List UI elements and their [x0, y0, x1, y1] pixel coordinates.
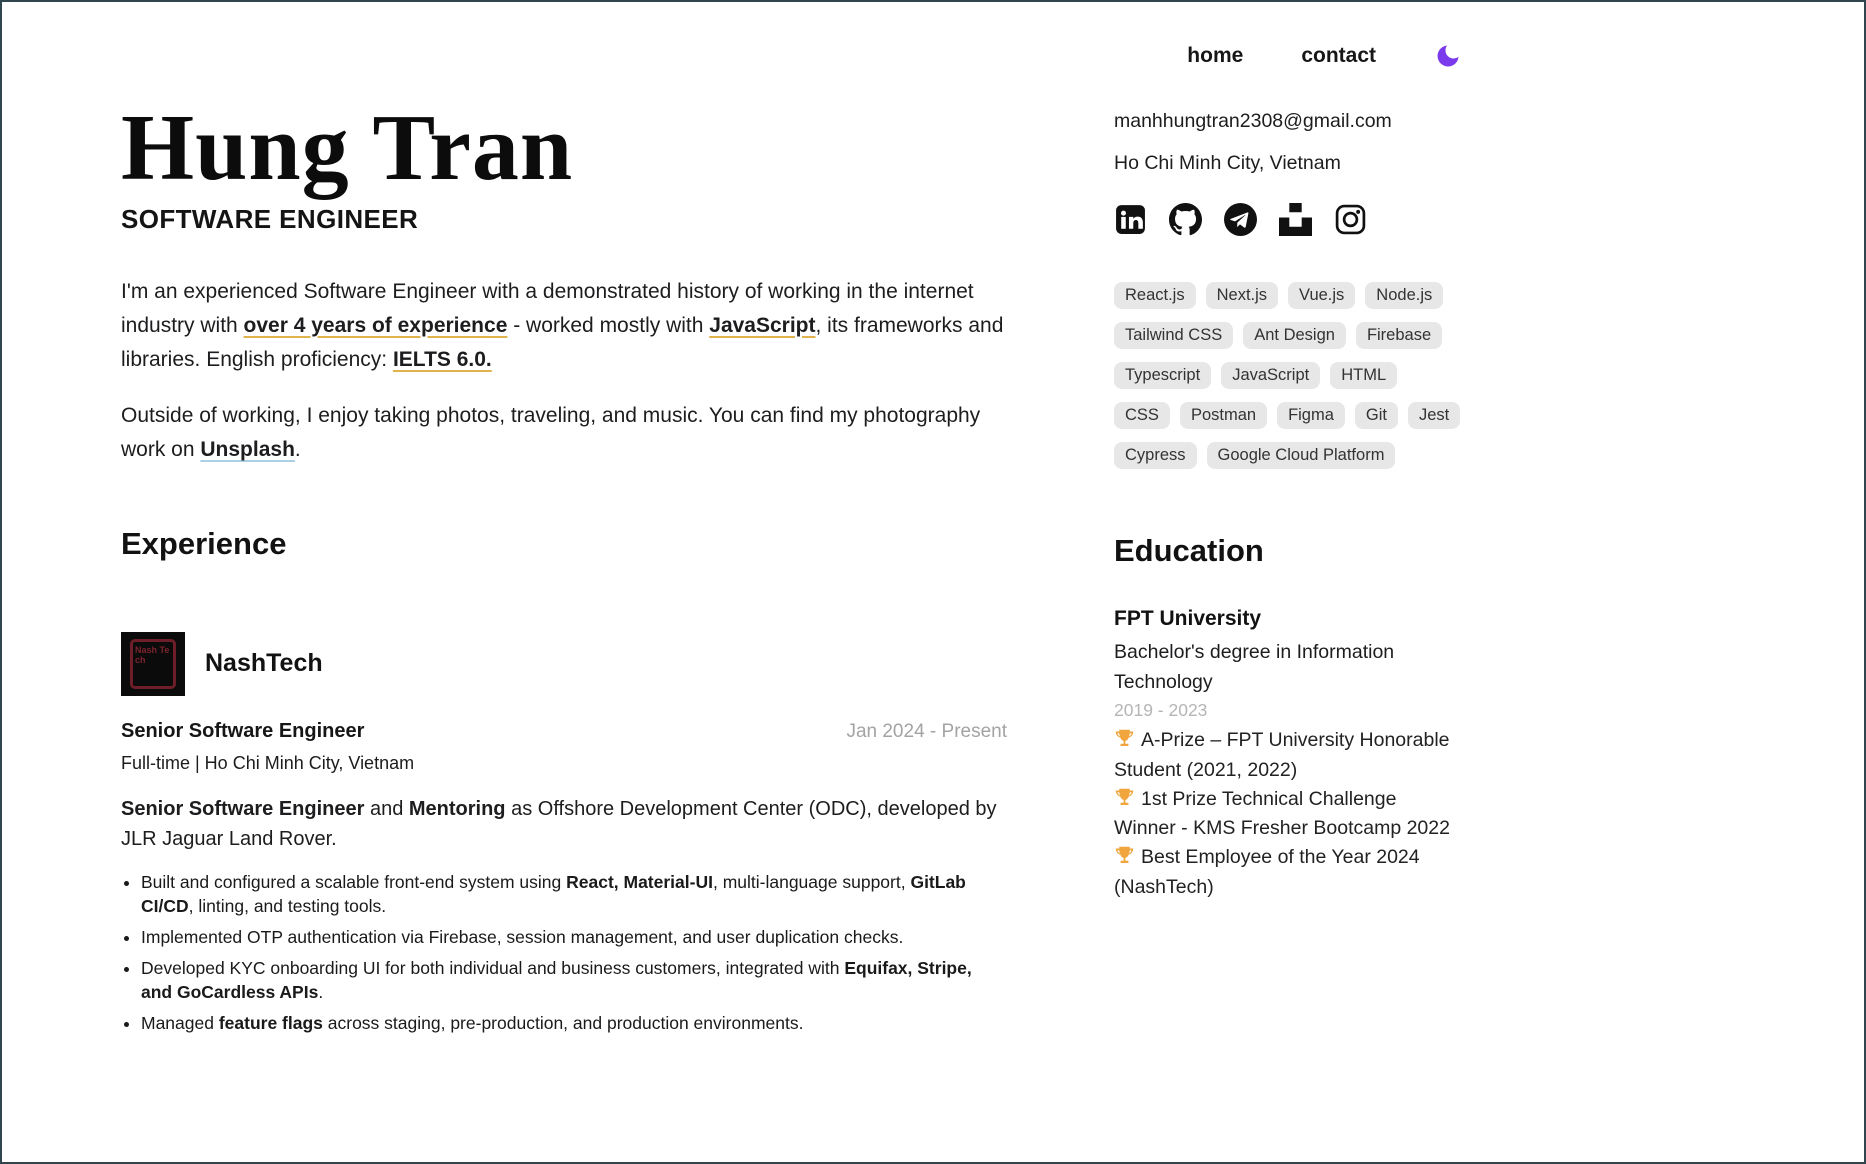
- bold-text: Equifax, Stripe, and GoCardless APIs: [141, 958, 972, 1003]
- job-bullet: • Implemented OTP authentication via Firebase, session management, and user duplication checks.: [141, 925, 1007, 949]
- linkedin-icon[interactable]: [1114, 203, 1147, 236]
- job-bullet: • Developed KYC onboarding UI for both individual and business customers, integrated with Equifax, Stripe, and GoCardless APIs.: [141, 956, 1007, 1004]
- skill-tags: [1114, 282, 1462, 469]
- bold-text: Mentoring: [408, 797, 506, 820]
- main-column: [121, 88, 1007, 1042]
- award-text: 1st Prize Technical Challenge Winner - KMS Fresher Bootcamp 2022: [1114, 787, 1450, 840]
- skill-tag: Postman: [1180, 402, 1267, 429]
- inline-link[interactable]: IELTS 6.0.: [392, 347, 492, 371]
- instagram-icon[interactable]: [1334, 203, 1367, 236]
- inline-link[interactable]: JavaScript: [709, 313, 816, 337]
- trophy-icon: [1114, 845, 1135, 866]
- nav-link-contact[interactable]: contact: [1301, 44, 1376, 67]
- job-meta: Full-time | Ho Chi Minh City, Vietnam: [121, 752, 415, 773]
- award-text: A-Prize – FPT University Honorable Student (2021, 2022): [1114, 729, 1450, 781]
- job-bullet-list: [121, 870, 1007, 1036]
- award-item: [1114, 843, 1462, 902]
- unsplash-icon[interactable]: [1279, 203, 1312, 236]
- company-name: NashTech: [205, 649, 323, 678]
- trophy-icon: [1114, 728, 1135, 749]
- social-links: [1114, 203, 1462, 236]
- theme-toggle-button[interactable]: [1434, 42, 1462, 70]
- experience-entry: [121, 632, 1007, 1036]
- skill-tag: Git: [1355, 402, 1398, 429]
- job-summary: Senior Software Engineer and Mentoring as Offshore Development Center (ODC), developed by JLR Jaguar Land Rover.: [121, 797, 997, 850]
- email-text[interactable]: manhhungtran2308@gmail.com: [1114, 110, 1392, 132]
- moon-icon: [1434, 42, 1462, 70]
- skill-tag: React.js: [1114, 282, 1196, 309]
- skill-tag: Firebase: [1356, 322, 1442, 349]
- intro-section: [121, 275, 1007, 468]
- skill-tag: Ant Design: [1243, 322, 1346, 349]
- nav-link-home[interactable]: home: [1187, 44, 1244, 67]
- skill-tag: Next.js: [1206, 282, 1278, 309]
- job-bullet: • Managed feature flags across staging, pre-production, and production environments.: [141, 1011, 1007, 1035]
- skill-tag: Node.js: [1365, 282, 1443, 309]
- bold-text: feature flags: [218, 1013, 323, 1034]
- job-bullet: • Built and configured a scalable front-end system using React, Material-UI, multi-language support, GitLab CI/CD, linting, and testing tools.: [141, 870, 1007, 918]
- location-text: Ho Chi Minh City, Vietnam: [1114, 152, 1341, 174]
- skill-tag: Vue.js: [1288, 282, 1355, 309]
- top-nav: [121, 2, 1462, 70]
- intro-paragraph: I'm an experienced Software Engineer with a demonstrated history of working in the internet industry with over 4 years of experience - worked mostly with JavaScript, its frameworks and libraries. English proficiency: IELTS 6.0.: [121, 279, 1004, 371]
- school-name: FPT University: [1114, 607, 1262, 630]
- inline-link[interactable]: Unsplash: [200, 438, 295, 462]
- award-list: [1114, 726, 1462, 902]
- education-heading: Education: [1114, 533, 1264, 568]
- skill-tag: Jest: [1408, 402, 1460, 429]
- company-logo: Nash Tech: [121, 632, 185, 696]
- degree-text: Bachelor's degree in Information Technology: [1114, 641, 1395, 694]
- bold-text: GitLab CI/CD: [141, 871, 966, 916]
- job-dates: Jan 2024 - Present: [846, 720, 1007, 742]
- experience-heading: Experience: [121, 525, 287, 561]
- bold-text: Senior Software Engineer: [121, 797, 365, 820]
- education-years: 2019 - 2023: [1114, 700, 1208, 721]
- skill-tag: Figma: [1277, 402, 1345, 429]
- skill-tag: Cypress: [1114, 442, 1197, 469]
- page-title: Hung Tran: [121, 96, 574, 200]
- bold-text: React, Material-UI: [566, 871, 713, 892]
- trophy-icon: [1114, 787, 1135, 808]
- award-item: [1114, 726, 1462, 785]
- skill-tag: Typescript: [1114, 362, 1211, 389]
- skill-tag: Tailwind CSS: [1114, 322, 1233, 349]
- skill-tag: JavaScript: [1221, 362, 1320, 389]
- skill-tag: HTML: [1330, 362, 1397, 389]
- award-item: [1114, 785, 1462, 844]
- skill-tag: Google Cloud Platform: [1207, 442, 1396, 469]
- telegram-icon[interactable]: [1224, 203, 1257, 236]
- job-role: Senior Software Engineer: [121, 719, 365, 742]
- sidebar: [1114, 88, 1462, 1042]
- intro-paragraph: Outside of working, I enjoy taking photos, traveling, and music. You can find my photography work on Unsplash.: [121, 404, 981, 462]
- inline-link[interactable]: over 4 years of experience: [243, 313, 508, 337]
- job-title-subtitle: SOFTWARE ENGINEER: [121, 203, 419, 234]
- award-text: Best Employee of the Year 2024 (NashTech): [1114, 846, 1420, 898]
- skill-tag: CSS: [1114, 402, 1170, 429]
- github-icon[interactable]: [1169, 203, 1202, 236]
